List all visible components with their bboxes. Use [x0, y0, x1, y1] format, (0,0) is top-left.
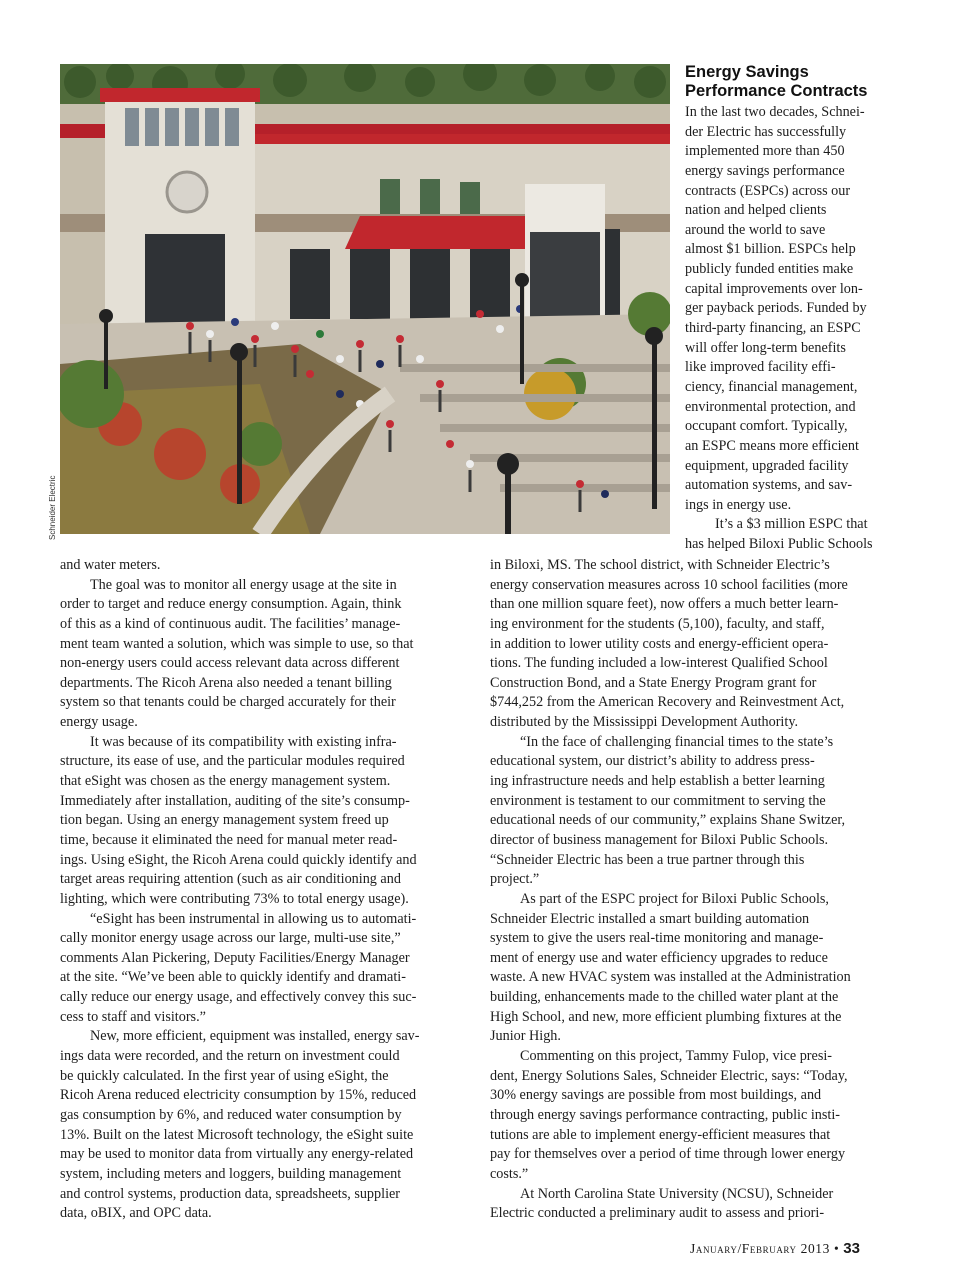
text-line: third-party financing, an ESPC: [685, 320, 861, 337]
text-line: tutions are able to implement energy-efficient measures that: [490, 1126, 831, 1143]
article-photo: [60, 64, 670, 534]
text-line: New, more efficient, equipment was installed, energy sav-: [90, 1028, 420, 1045]
text-line: director of business management for Biloxi Public Schools.: [490, 831, 829, 848]
text-line: The goal was to monitor all energy usage at the site in: [90, 576, 397, 593]
sidebar-heading: [685, 63, 905, 101]
text-line: comments Alan Pickering, Deputy Facilities/Energy Manager: [60, 949, 410, 966]
text-line: ings data were recorded, and the return on investment could: [60, 1048, 400, 1065]
text-line: around the world to save: [685, 221, 826, 238]
text-line: building, enhancements made to the chilled water plant at the: [490, 989, 839, 1006]
text-line: Ricoh Arena reduced electricity consumption by 15%, reduced: [60, 1087, 417, 1104]
text-line: Junior High.: [490, 1028, 561, 1045]
text-line: 13%. Built on the latest Microsoft technology, the eSight suite: [60, 1126, 414, 1143]
text-line: will offer long-term benefits: [685, 339, 846, 356]
text-line: ing environment for the students (5,100), faculty, and staff,: [490, 615, 825, 632]
text-line: ciency, financial management,: [685, 378, 858, 395]
text-line: cally reduce our energy usage, and effectively convey this suc-: [60, 989, 417, 1006]
footer-bullet: •: [833, 1241, 840, 1256]
text-line: pay for themselves over a period of time through lower energy: [490, 1146, 846, 1163]
text-line: has helped Biloxi Public Schools: [685, 536, 873, 553]
text-line: may be used to monitor data from virtually any energy-related: [60, 1146, 414, 1163]
text-line: 30% energy savings are possible from most buildings, and: [490, 1087, 822, 1104]
text-line: Construction Bond, and a State Energy Program grant for: [490, 674, 817, 691]
text-line: implemented more than 450: [685, 143, 845, 160]
sidebar-heading-line: Performance Contracts: [685, 82, 868, 100]
text-line: system, including meters and loggers, building management: [60, 1165, 402, 1182]
text-line: be quickly calculated. In the first year of using eSight, the: [60, 1067, 389, 1084]
sidebar-text-column: [685, 103, 905, 555]
text-line: an ESPC means more efficient: [685, 437, 859, 454]
text-line: like improved facility effi-: [685, 359, 836, 376]
text-line: costs.”: [490, 1165, 529, 1182]
text-line: As part of the ESPC project for Biloxi Public Schools,: [520, 890, 829, 907]
text-line: In the last two decades, Schnei-: [685, 104, 865, 120]
text-line: occupant comfort. Typically,: [685, 418, 848, 435]
text-line: and water meters.: [60, 557, 161, 573]
text-line: High School, and new, more efficient plumbing fixtures at the: [490, 1008, 842, 1025]
right-text-column: [490, 556, 905, 1224]
text-line: non-energy users could access relevant data across different: [60, 655, 400, 672]
text-line: “Schneider Electric has been a true partner through this: [490, 851, 805, 868]
issue-date: January/February 2013: [690, 1241, 830, 1256]
text-line: time, because it eliminated the need for manual meter read-: [60, 831, 398, 848]
text-line: It’s a $3 million ESPC that: [715, 516, 868, 533]
left-text-column: [60, 556, 470, 1224]
text-line: at the site. “We’ve been able to quickly identify and dramati-: [60, 969, 406, 986]
text-line: It was because of its compatibility with existing infra-: [90, 733, 397, 750]
text-line: ger payback periods. Funded by: [685, 300, 867, 317]
text-line: “In the face of challenging financial times to the state’s: [520, 733, 834, 750]
text-line: system to give the users real-time monitoring and manage-: [490, 930, 824, 947]
photo-credit: Schneider Electric: [48, 475, 57, 540]
text-line: lighting, which were contributing 73% to total energy usage).: [60, 890, 409, 907]
text-line: environment is testament to our commitment to serving the: [490, 792, 826, 809]
text-line: At North Carolina State University (NCSU), Schneider: [520, 1185, 834, 1202]
text-line: tion began. Using an energy management system freed up: [60, 812, 389, 829]
text-line: departments. The Ricoh Arena also needed a tenant billing: [60, 674, 392, 691]
text-line: cess to staff and visitors.”: [60, 1008, 206, 1025]
text-line: Immediately after installation, auditing of the site’s consump-: [60, 792, 410, 809]
text-line: equipment, upgraded facility: [685, 457, 849, 474]
text-line: target areas requiring attention (such as air conditioning and: [60, 871, 401, 888]
text-line: publicly funded entities make: [685, 261, 854, 278]
page-number: 33: [843, 1240, 860, 1257]
text-line: environmental protection, and: [685, 398, 856, 415]
text-line: tions. The funding included a low-interest Qualified School: [490, 655, 828, 672]
text-line: and control systems, production data, spreadsheets, supplier: [60, 1185, 401, 1202]
text-line: than one million square feet), now offers a much better learn-: [490, 596, 839, 613]
text-line: nation and helped clients: [685, 202, 827, 219]
text-line: distributed by the Mississippi Development Authority.: [490, 714, 799, 731]
text-line: waste. A new HVAC system was installed at the Administration: [490, 969, 851, 986]
text-line: data, oBIX, and OPC data.: [60, 1205, 212, 1222]
text-line: contracts (ESPCs) across our: [685, 182, 851, 199]
text-line: “eSight has been instrumental in allowing us to automati-: [90, 910, 417, 927]
text-line: capital improvements over lon-: [685, 280, 863, 297]
text-line: energy savings performance: [685, 162, 845, 179]
text-line: project.”: [490, 871, 540, 888]
text-line: der Electric has successfully: [685, 123, 847, 140]
text-line: educational needs of our community,” explains Shane Switzer,: [490, 812, 846, 829]
text-line: automation systems, and sav-: [685, 477, 853, 494]
text-line: gas consumption by 6%, and reduced water consumption by: [60, 1106, 402, 1123]
text-line: order to target and reduce energy consumption. Again, think: [60, 596, 402, 613]
sidebar-heading-line: Energy Savings: [685, 63, 809, 81]
text-line: Commenting on this project, Tammy Fulop, vice presi-: [520, 1048, 833, 1065]
text-line: dent, Energy Solutions Sales, Schneider Electric, says: “Today,: [490, 1067, 848, 1084]
text-line: in Biloxi, MS. The school district, with Schneider Electric’s: [490, 557, 830, 573]
text-line: almost $1 billion. ESPCs help: [685, 241, 856, 258]
text-line: ment team wanted a solution, which was simple to use, so that: [60, 635, 414, 652]
text-line: in addition to lower utility costs and energy-efficient opera-: [490, 635, 829, 652]
text-line: cally monitor energy usage across our large, multi-use site,”: [60, 930, 401, 947]
text-line: energy conservation measures across 10 school facilities (more: [490, 576, 848, 593]
text-line: ment of energy use and water efficiency upgrades to reduce: [490, 949, 828, 966]
text-line: energy usage.: [60, 714, 138, 731]
text-line: system so that tenants could be charged accurately for their: [60, 694, 396, 711]
text-line: structure, its ease of use, and the particular modules required: [60, 753, 405, 770]
text-line: $744,252 from the American Recovery and Reinvestment Act,: [490, 694, 845, 711]
text-line: that eSight was chosen as the energy management system.: [60, 773, 391, 790]
text-line: ing infrastructure needs and help establish a better learning: [490, 773, 825, 790]
page-footer: [690, 1240, 910, 1257]
text-line: Schneider Electric installed a smart building automation: [490, 910, 810, 927]
text-line: educational system, our district’s ability to address press-: [490, 753, 815, 770]
text-line: ings. Using eSight, the Ricoh Arena could quickly identify and: [60, 851, 417, 868]
text-line: of this as a kind of continuous audit. The facilities’ manage-: [60, 615, 401, 632]
text-line: ings in energy use.: [685, 496, 792, 513]
text-line: through energy savings performance contracting, public insti-: [490, 1106, 840, 1123]
text-line: Electric conducted a preliminary audit to assess and priori-: [490, 1205, 825, 1222]
